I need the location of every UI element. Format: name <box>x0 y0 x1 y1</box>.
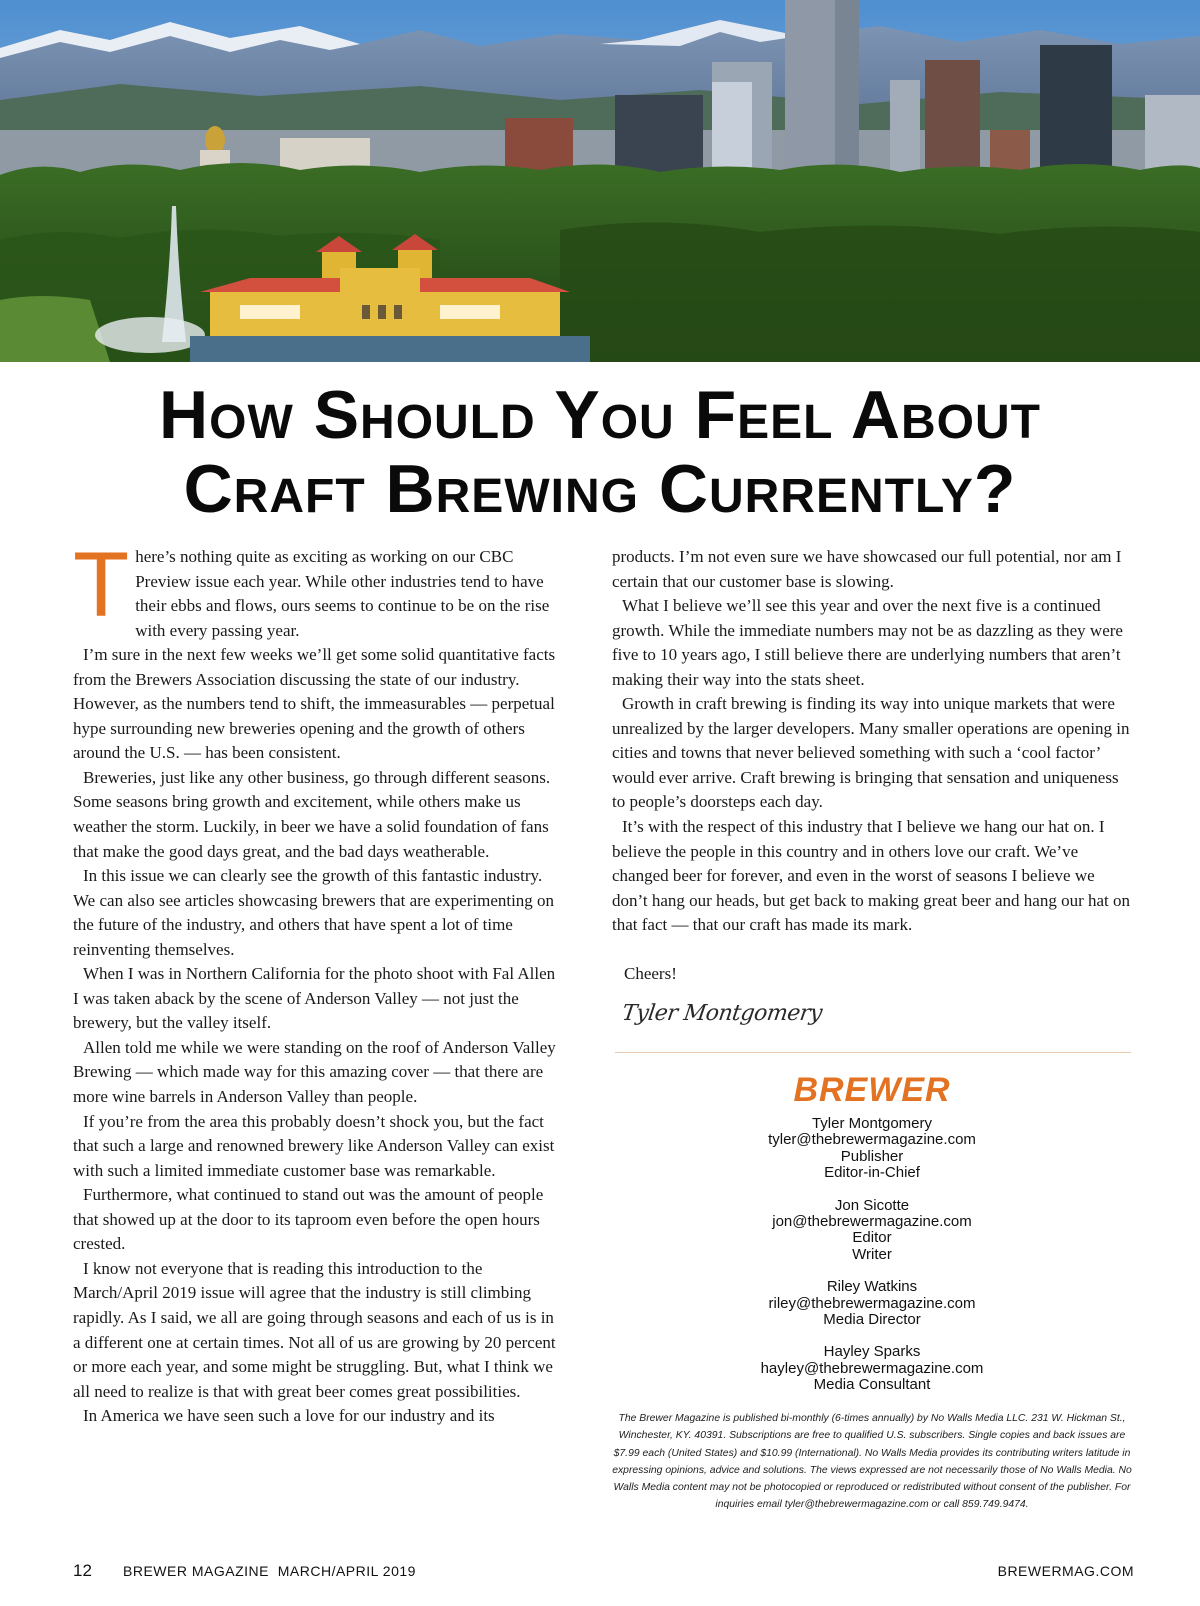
article-paragraph: In this issue we can clearly see the growth of this fantastic industry. We can also see articles showcasing brewers that are experimenting on the future of the industry, and others that have spent a lot of time reinventing themselves. <box>73 866 555 959</box>
masthead <box>612 1070 1132 1410</box>
signature-divider <box>615 1052 1131 1053</box>
article-paragraph: There’s nothing quite as exciting as working on our CBC Preview issue each year. While other industries tend to have their ebbs and flows, ours seems to continue to be on the rise with every passing year. <box>73 534 550 640</box>
staff-member <box>612 1344 1132 1393</box>
publication-issue: BREWER MAGAZINE MARCH/APRIL 2019 <box>123 1563 416 1579</box>
article-column-right <box>612 545 1132 1028</box>
staff-email[interactable]: hayley@thebrewermagazine.com <box>760 1359 984 1377</box>
staff-member <box>612 1116 1132 1182</box>
staff-name: Tyler Montgomery <box>811 1115 933 1132</box>
staff-member <box>612 1198 1132 1264</box>
staff-list <box>612 1116 1132 1394</box>
page-footer <box>0 1561 1200 1585</box>
staff-role: Media Director <box>823 1311 921 1329</box>
drop-cap: T <box>73 534 130 636</box>
publisher-disclaimer: The Brewer Magazine is published bi-monthly (6-times annually) by No Walls Media LLC. 231 W. Hickman St., Winchester, KY. 40391. Subscriptions are free to qualified U.S. subscribers. Single copies and back issues are $7.99 each (United States) and $10.99 (International). No Walls Media provides its contributing writers latitude in expressing opinions, advice and solutions. The views expressed are not necessarily those of No Walls Media. No Walls Media content may not be photocopied or reproduced or redistributed without consent of the publisher. For inquiries email tyler@thebrewermagazine.com or call 859.749.9474. <box>612 1413 1132 1511</box>
article-column-left <box>73 534 558 1429</box>
headline-line-1: How Should You Feel About <box>159 377 1041 453</box>
article-paragraph: In America we have seen such a love for our industry and its <box>83 1406 495 1426</box>
brand-logo: BREWER <box>793 1071 951 1109</box>
staff-role: Editor <box>852 1229 892 1247</box>
staff-role: Writer <box>852 1245 892 1263</box>
article-headline <box>0 378 1200 526</box>
closing-text: Cheers! <box>624 963 677 983</box>
staff-name: Jon Sicotte <box>834 1196 910 1214</box>
article-paragraph: I know not everyone that is reading this introduction to the March/April 2019 issue will agree that the industry is still climbing rapidly. As I said, we all are going through seasons and each of us is in a different one at certain times. Not all of us are growing by 20 percent or more each year, and some might be struggling. But, what I think we all need to realize is that with great beer comes great possibilities. <box>73 1258 556 1401</box>
staff-role: Media Consultant <box>813 1376 931 1394</box>
website-link[interactable]: BREWERMAG.COM <box>997 1563 1134 1579</box>
page-number: 12 <box>73 1561 92 1580</box>
author-signature: Tyler Montgomery <box>620 1001 824 1027</box>
article-paragraph: Furthermore, what continued to stand out was the amount of people that showed up at the door to its taproom even before the open hours crested. <box>73 1185 544 1254</box>
staff-role: Editor-in-Chief <box>824 1164 920 1182</box>
staff-email[interactable]: jon@thebrewermagazine.com <box>772 1213 972 1231</box>
staff-name: Riley Watkins <box>826 1278 918 1296</box>
hero-photo-denver-skyline <box>0 0 1200 362</box>
staff-email[interactable]: tyler@thebrewermagazine.com <box>768 1131 976 1149</box>
article-paragraph: I’m sure in the next few weeks we’ll get some solid quantitative facts from the Brewers Association discussing the state of our industry. However, as the numbers tend to shift, the immeasurables — perpetual hype surrounding new breweries opening and the growth of others around the U.S. — has been consistent. <box>73 645 556 763</box>
staff-name: Hayley Sparks <box>823 1343 921 1361</box>
article-paragraph: Allen told me while we were standing on the roof of Anderson Valley Brewing — which made way for this amazing cover — that there are more wine barrels in Anderson Valley than people. <box>73 1037 556 1107</box>
staff-email[interactable]: riley@thebrewermagazine.com <box>768 1294 976 1312</box>
article-paragraph: When I was in Northern California for the photo shoot with Fal Allen I was taken aback by the scene of Anderson Valley — not just the brewery, but the valley itself. <box>73 964 556 1033</box>
article-paragraph: What I believe we’ll see this year and over the next five is a continued growth. While the immediate numbers may not be as dazzling as they were five to 10 years ago, I still believe there are underlying numbers that aren’t making their way into the stats sheet. <box>612 596 1123 689</box>
article-paragraph: If you’re from the area this probably doesn’t shock you, but the fact that such a large and renowned brewery like Anderson Valley can exist with such a limited immediate customer base was remarkable. <box>73 1111 555 1180</box>
article-paragraph: products. I’m not even sure we have showcased our full potential, nor am I certain that our customer base is slowing. <box>612 547 1122 591</box>
article-paragraph: It’s with the respect of this industry that I believe we hang our hat on. I believe the people in this country and in others love our craft. We’ve changed beer for forever, and even in the worst of seasons I believe we don’t hang our heads, but get back to making great beer and hang our hat on that fact — that our craft has made its mark. <box>612 817 1131 935</box>
staff-member <box>612 1279 1132 1328</box>
headline-line-2: Craft Brewing Currently? <box>183 451 1017 527</box>
staff-role: Publisher <box>840 1147 904 1165</box>
article-paragraph: Breweries, just like any other business, go through different seasons. Some seasons bring growth and excitement, while others make us weather the storm. Luckily, in beer we have a solid foundation of fans that make the good days great, and the bad days weatherable. <box>73 767 551 861</box>
article-paragraph: Growth in craft brewing is finding its way into unique markets that were unrealized by the larger developers. Many smaller operations are opening in cities and towns that never believed something with such a ‘cool factor’ would ever arrive. Craft brewing is bringing that sensation and uniqueness to people’s doorsteps each day. <box>612 694 1130 812</box>
